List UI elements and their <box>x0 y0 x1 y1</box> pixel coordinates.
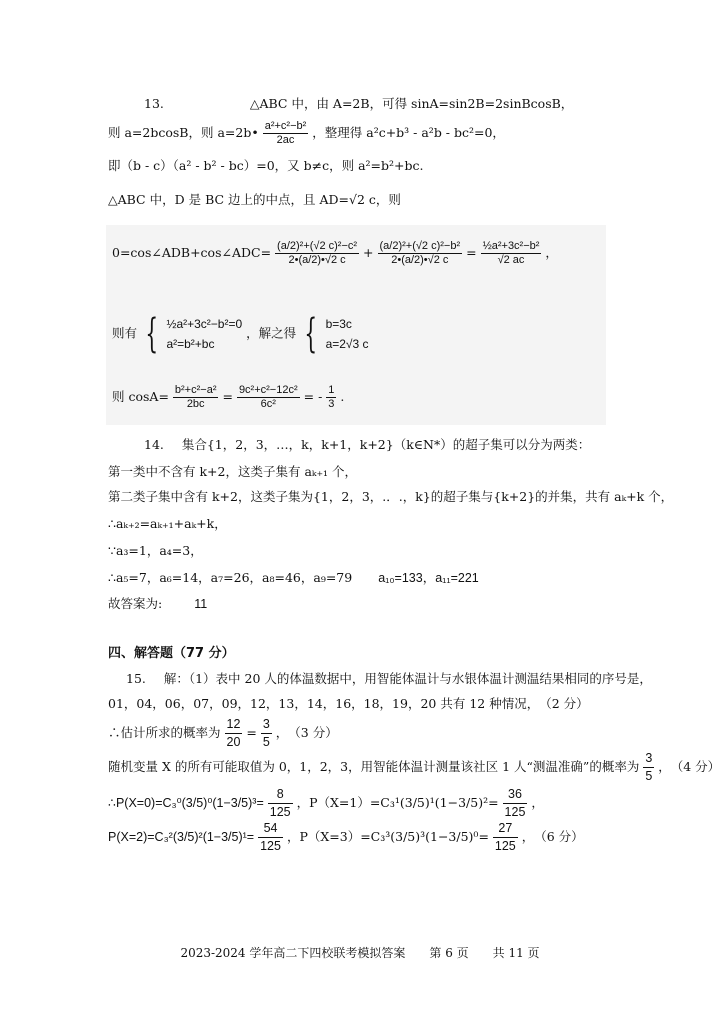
p15-text5-end: ， <box>531 795 544 810</box>
p15-text6a: P(X=2)=C₃²(3/5)²(1−3/5)¹= <box>108 830 255 844</box>
p15-fraction-4-den: 125 <box>269 805 291 819</box>
p14-text7a: 故答案为: <box>108 596 163 611</box>
p13-line2 <box>108 120 505 147</box>
p14-line3 <box>108 489 673 505</box>
p15-fraction-5 <box>503 786 528 821</box>
p13-fraction-2-den: 2•(a/2)•√2 c <box>288 254 346 266</box>
section-heading: 四、解答题（77 分） <box>108 646 235 661</box>
p13-line5 <box>112 240 558 267</box>
p14-text5: ∵a₃=1，a₄=3， <box>108 543 203 558</box>
p13-fraction-1-num: a²+c²−b² <box>264 120 307 132</box>
p13-fraction-2-num: (a/2)²+(√2 c)²−c² <box>277 240 358 252</box>
p13-equals: = <box>466 245 477 260</box>
p13-fraction-4-den: √2 ac <box>497 254 525 266</box>
p15-fraction-5-num: 36 <box>503 786 528 804</box>
p15-text5b: ，P（X=1）=C₃¹(3/5)¹(1−3/5)²= <box>296 795 499 810</box>
p13-text2b: ，整理得 a²c+b³ - a²b - bc²=0， <box>312 125 505 140</box>
p15-fraction-1-den: 20 <box>226 735 241 749</box>
p15-text2: 01，04，06，07，09，12，13，14，16，18，19，20 共有 12 种情况， （2 分） <box>108 696 589 711</box>
p13-fraction-3-den: 2•(a/2)•√2 c <box>391 254 449 266</box>
p13-fraction-6-num: 9c²+c²−12c² <box>238 384 298 396</box>
p13-fraction-7-num: 1 <box>328 384 335 396</box>
p13-text6-prefix: 则有 <box>112 325 138 341</box>
p13-system-2 <box>326 314 369 354</box>
p15-number: 15. <box>126 671 146 686</box>
p15-fraction-6-num: 54 <box>258 820 283 838</box>
p13-system-1-eq2: a²=b²+bc <box>166 337 215 351</box>
p15-equals: = <box>246 725 257 740</box>
p13-fraction-4 <box>481 240 542 267</box>
p15-line3 <box>108 716 338 751</box>
p13-text6-mid: ，解之得 <box>246 325 297 341</box>
p13-line4 <box>108 192 401 208</box>
p15-fraction-7-den: 125 <box>494 839 516 853</box>
p13-text3: 即（b - c）（a² - b² - bc）=0，又 b≠c，则 a²=b²+bc. <box>108 158 424 173</box>
p13-text5-prefix: 0=cos∠ADB+cos∠ADC= <box>112 245 272 260</box>
p13-text4: △ABC 中，D 是 BC 边上的中点，且 AD=√2 c，则 <box>108 192 401 207</box>
p15-fraction-3-num: 3 <box>643 750 654 768</box>
p15-fraction-5-den: 125 <box>504 805 526 819</box>
p15-fraction-1-num: 12 <box>225 716 243 734</box>
p13-line1 <box>144 96 573 112</box>
p14-text2: 第一类中不含有 k+2，这类子集有 aₖ₊₁ 个， <box>108 464 358 479</box>
p15-text3-end: ， （3 分） <box>275 725 338 740</box>
p13-line7 <box>112 384 344 411</box>
p13-line3 <box>108 158 424 174</box>
p14-text6b: a₁₀=133，a₁₁=221 <box>378 571 479 585</box>
p13-text2a: 则 a=2bcosB，则 a=2b• <box>108 125 259 140</box>
p15-fraction-2 <box>261 716 272 751</box>
p13-fraction-3-num: (a/2)²+(√2 c)²−b² <box>379 240 461 252</box>
p15-text5a: ∴P(X=0)=C₃⁰(3/5)⁰(1−3/5)³= <box>108 796 264 810</box>
p15-line5 <box>108 786 544 821</box>
p13-text5-end: ， <box>545 245 558 260</box>
p15-fraction-2-den: 5 <box>262 735 270 749</box>
p15-line4 <box>108 750 720 785</box>
p13-fraction-4-num: ½a²+3c²−b² <box>482 240 540 252</box>
p15-text6-end: ， （6 分） <box>521 829 584 844</box>
p13-fraction-7 <box>326 384 336 411</box>
p13-number: 13. <box>144 96 164 111</box>
p13-fraction-5-den: 2bc <box>186 398 205 410</box>
p13-fraction-1-den: 2ac <box>276 134 295 146</box>
p15-fraction-3 <box>643 750 654 785</box>
p14-line5 <box>108 543 203 559</box>
p15-text6b: ，P（X=3）=C₃³(3/5)³(1−3/5)⁰= <box>286 829 489 844</box>
p15-line2 <box>108 696 589 712</box>
p14-text4: ∴aₖ₊₂=aₖ₊₁+aₖ+k， <box>108 516 227 531</box>
p13-system-2-eq1: b=3c <box>325 317 352 331</box>
p14-text3: 第二类子集中含有 k+2，这类子集为{1，2，3，.．.，k}的超子集与{k+2}的并集，共有 aₖ+k 个， <box>108 489 674 504</box>
p15-fraction-4 <box>268 786 293 821</box>
p13-system-1 <box>166 314 242 354</box>
p13-fraction-6-den: 6c² <box>260 398 276 410</box>
p14-number: 14. <box>144 437 164 452</box>
p15-fraction-6-den: 125 <box>260 839 281 853</box>
p15-text4-end: ， （4 分） <box>658 759 720 774</box>
p15-fraction-2-num: 3 <box>261 716 272 734</box>
p13-system-1-eq1: ½a²+3c²−b²=0 <box>166 317 243 331</box>
p15-text4-prefix: 随机变量 X 的所有可能取值为 0，1，2，3，用智能体温计测量该社区 1 人“测温准确”的概率为 <box>108 759 640 774</box>
p13-text1: △ABC 中，由 A=2B，可得 sinA=sin2B=2sinBcosB， <box>249 96 574 111</box>
p13-plus: + <box>363 245 374 260</box>
p15-text3-prefix: ∴估计所求的概率为 <box>108 725 221 740</box>
p14-line4 <box>108 516 227 532</box>
p15-fraction-3-den: 5 <box>645 769 653 783</box>
p14-text1: 集合{1，2，3，…，k，k+1，k+2}（k∈N*）的超子集可以分为两类： <box>181 437 591 452</box>
p15-fraction-4-num: 8 <box>268 786 293 804</box>
p13-text7-prefix: 则 cosA= <box>112 389 169 404</box>
p13-fraction-1 <box>263 120 309 147</box>
page-footer: 2023-2024 学年高二下四校联考模拟答案 第 6 页 共 11 页 <box>180 946 540 960</box>
p15-fraction-7 <box>493 820 518 855</box>
p14-line7 <box>108 596 207 612</box>
p13-fraction-2 <box>275 240 359 267</box>
p13-fraction-5-num: b²+c²−a² <box>174 384 217 396</box>
p14-answer: 11 <box>194 597 208 611</box>
p13-fraction-5 <box>173 384 219 411</box>
p13-system-2-eq2: a=2√3 c <box>325 337 369 351</box>
p15-fraction-6 <box>258 820 283 855</box>
p13-fraction-7-den: 3 <box>328 398 335 410</box>
p15-text1: 解：（1）表中 20 人的体温数据中，用智能体温计与水银体温计测温结果相同的序号是， <box>163 671 652 686</box>
p15-line1 <box>126 671 652 687</box>
p13-fraction-6 <box>237 384 300 411</box>
p15-fraction-1 <box>225 716 243 751</box>
left-brace-icon: { <box>145 311 159 357</box>
p14-text6a: ∴a₅=7，a₆=14，a₇=26，a₈=46，a₉=79 <box>108 570 353 585</box>
p14-line2 <box>108 464 357 480</box>
p14-line1 <box>144 437 590 453</box>
p13-equals-2: = <box>222 389 233 404</box>
p13-fraction-3 <box>378 240 463 267</box>
p13-text7-end: . <box>340 389 345 404</box>
p13-equals-3: = - <box>303 389 323 404</box>
p13-line6 <box>112 311 369 357</box>
p15-line6 <box>108 820 584 855</box>
p15-fraction-7-num: 27 <box>493 820 518 838</box>
p14-line6 <box>108 570 479 586</box>
left-brace-icon: { <box>304 311 318 357</box>
